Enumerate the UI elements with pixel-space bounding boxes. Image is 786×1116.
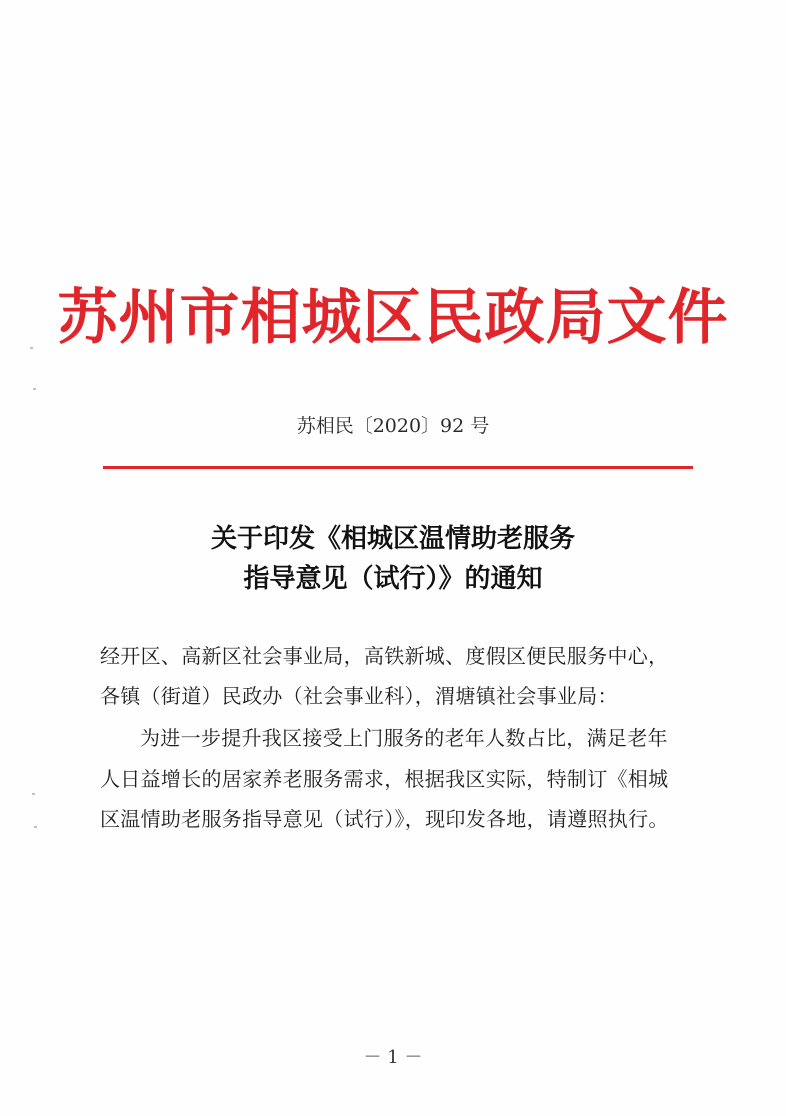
scan-speck [33, 388, 36, 390]
recipients-line-1: 经开区、高新区社会事业局，高铁新城、度假区便民服务中心， [100, 644, 669, 668]
page-number: － 1 － [363, 1047, 423, 1068]
masthead-title: 苏州市相城区民政局文件 [57, 283, 729, 353]
scan-speck [32, 793, 35, 795]
notice-title-line-2: 指导意见（试行）》的通知 [243, 564, 543, 594]
red-divider-line [103, 466, 693, 469]
scan-speck [30, 347, 33, 349]
recipients-line-2: 各镇（街道）民政办（社会事业科），渭塘镇社会事业局： [100, 684, 618, 708]
paragraph-line-1: 为进一步提升我区接受上门服务的老年人数占比，满足老年 [140, 726, 668, 750]
paragraph-line-2: 人日益增长的居家养老服务需求，根据我区实际，特制订《相城 [100, 767, 669, 791]
scan-speck [34, 826, 37, 828]
notice-title-line-1: 关于印发《相城区温情助老服务 [210, 524, 575, 554]
paragraph-line-3: 区温情助老服务指导意见（试行）》，现印发各地，请遵照执行。 [100, 807, 669, 831]
document-number: 苏相民〔2020〕92 号 [296, 415, 490, 437]
